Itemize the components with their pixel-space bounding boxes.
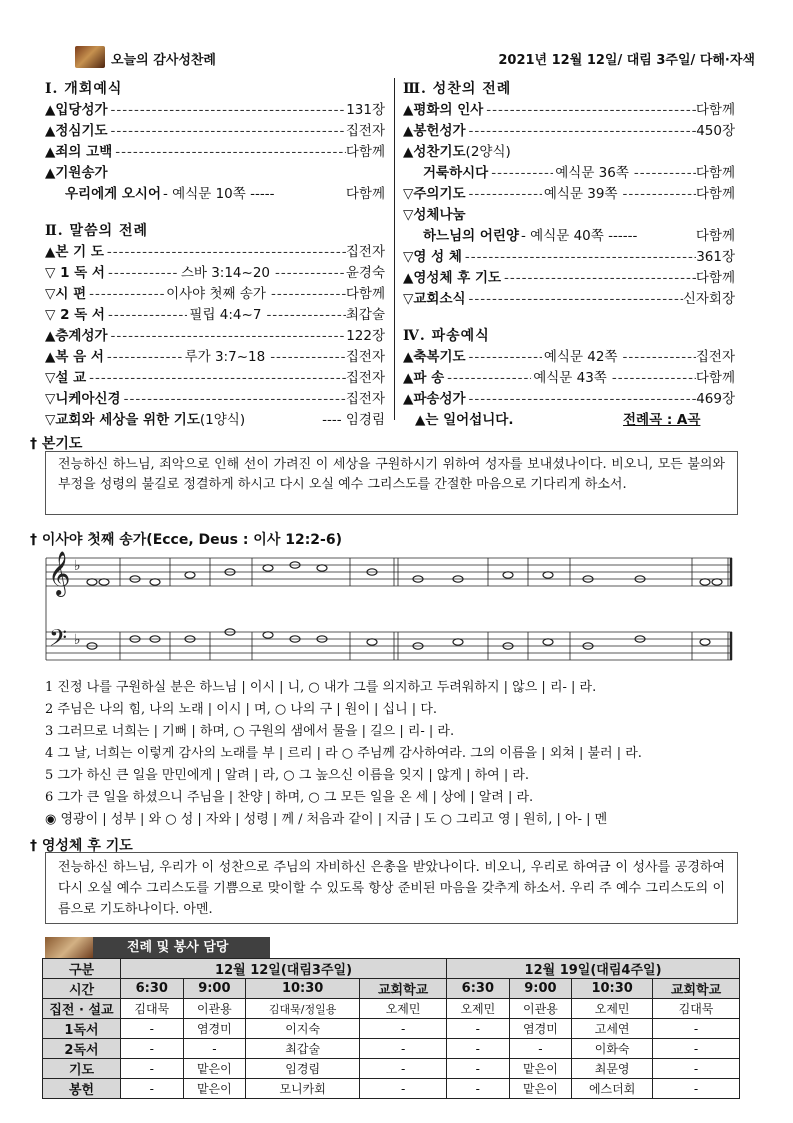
canticle-verse: 6 그가 큰 일을 하셨으니 주님을 | 찬양 | 하며, ○ 그 모든 일을 온 세 | 상에 | 알려 | 라. bbox=[45, 790, 534, 805]
canticle-verse: ◉ 영광이 | 성부 | 와 ○ 성 | 자와 | 성령 | 께 / 처음과 같이 | 지금 | 도 ○ 그리고 영 | 원히, | 아- | 멘 bbox=[45, 812, 608, 827]
column-divider bbox=[394, 78, 395, 420]
order-item bbox=[45, 121, 385, 142]
order-item bbox=[45, 142, 385, 163]
duty-role: 기도 bbox=[43, 1059, 121, 1079]
order-item-value: 다함께 bbox=[695, 186, 735, 202]
order-item bbox=[403, 163, 735, 184]
duty-cell: 오제민 bbox=[360, 999, 447, 1019]
collect-text: 전능하신 하느님, 죄악으로 인해 선이 가려진 이 세상을 구원하시기 위하여 성자를 보내셨나이다. 비오니, 모든 불의와 부정을 성령의 불길로 정결하게 하시고 다시 오실 예수 그리스도를 간절한 마음으로 기다리게 하소서. bbox=[45, 451, 738, 515]
duty-cell: 염경미 bbox=[183, 1019, 246, 1039]
duty-roster-table bbox=[42, 958, 740, 1099]
order-item-value: 다함께 bbox=[695, 270, 735, 286]
canticle-verse: 3 그러므로 너희는 | 기뻐 | 하며, ○ 구원의 샘에서 물을 | 길으 | 리- | 라. bbox=[45, 724, 455, 739]
order-item bbox=[403, 184, 735, 205]
time-header: 10:30 bbox=[572, 979, 653, 999]
order-item-value: 450장 bbox=[696, 123, 735, 139]
order-item-value: 집전자 bbox=[345, 123, 385, 139]
spacer bbox=[245, 410, 322, 431]
liturgical-date: 2021년 12월 12일/ 대림 3주일/ 다해·자색 bbox=[498, 53, 755, 68]
duty-cell: - bbox=[360, 1019, 447, 1039]
duty-cell: 맡은이 bbox=[509, 1079, 572, 1099]
order-item-label: ▲복 음 서 bbox=[45, 349, 104, 365]
order-item-reference: - 예식문 10쪽 ----- bbox=[163, 186, 275, 202]
order-item-value: 다함께 bbox=[345, 144, 385, 160]
duty-cell: 이관용 bbox=[509, 999, 572, 1019]
order-item bbox=[403, 247, 735, 268]
duty-cell: 최문영 bbox=[572, 1059, 653, 1079]
order-item bbox=[45, 263, 385, 284]
canticle-verse: 5 그가 하신 큰 일을 만민에게 | 알려 | 라, ○ 그 높으신 이름을 잊지 | 않게 | 하여 | 라. bbox=[45, 768, 530, 783]
duty-cell: 이관용 bbox=[183, 999, 246, 1019]
section-title: Ⅲ. 성찬의 전례 bbox=[403, 81, 512, 97]
duty-cell: 김대묵 bbox=[121, 999, 184, 1019]
duty-cell: - bbox=[121, 1059, 184, 1079]
dotted-leader bbox=[466, 289, 683, 310]
canticle-verse: 2 주님은 나의 힘, 나의 노래 | 이시 | 며, ○ 나의 구 | 원이 | 십니 | 다. bbox=[45, 702, 438, 717]
order-item-value: 집전자 bbox=[345, 244, 385, 260]
order-item bbox=[45, 184, 385, 205]
duty-cell: - bbox=[653, 1039, 740, 1059]
order-item-reference: 예식문 43쪽 bbox=[533, 370, 607, 386]
duty-cell: 맡은이 bbox=[183, 1079, 246, 1099]
order-item-value: 361장 bbox=[696, 249, 735, 265]
duty-cell: - bbox=[360, 1039, 447, 1059]
time-header: 6:30 bbox=[447, 979, 510, 999]
order-item-label: ▲파 송 bbox=[403, 370, 445, 386]
post-communion-heading: † 영성체 후 기도 bbox=[30, 838, 133, 854]
section-title: Ⅰ. 개회예식 bbox=[45, 81, 123, 97]
order-item-value: 122장 bbox=[346, 328, 385, 344]
duty-cell: 염경미 bbox=[509, 1019, 572, 1039]
dotted-leader bbox=[267, 347, 346, 368]
time-header: 10:30 bbox=[246, 979, 360, 999]
order-item bbox=[45, 347, 385, 368]
duty-roster-tab bbox=[45, 937, 270, 959]
order-item-label: ▲입당성가 bbox=[45, 102, 108, 118]
dotted-leader bbox=[108, 100, 347, 121]
dotted-leader bbox=[112, 142, 346, 163]
order-item-label: ▲본 기 도 bbox=[45, 244, 104, 260]
order-item bbox=[45, 326, 385, 347]
header-category: 구분 bbox=[43, 959, 121, 979]
dotted-leader bbox=[272, 263, 346, 284]
duty-row bbox=[43, 999, 740, 1019]
dotted-leader bbox=[620, 184, 696, 205]
order-item-label: ▲정심기도 bbox=[45, 123, 108, 139]
duty-cell: 맡은이 bbox=[509, 1059, 572, 1079]
order-item bbox=[45, 305, 385, 326]
order-item-value: 집전자 bbox=[695, 349, 735, 365]
order-item-label: 우리에게 오시어 bbox=[65, 186, 161, 202]
duty-role: 1독서 bbox=[43, 1019, 121, 1039]
order-item bbox=[403, 347, 735, 368]
duty-row bbox=[43, 1079, 740, 1099]
order-item bbox=[403, 121, 735, 142]
time-header: 교회학교 bbox=[653, 979, 740, 999]
order-item bbox=[403, 142, 735, 163]
dotted-leader bbox=[462, 247, 696, 268]
dotted-leader bbox=[121, 389, 346, 410]
duty-cell: - bbox=[183, 1039, 246, 1059]
order-item bbox=[45, 163, 385, 184]
order-item-value: 신자회장 bbox=[682, 291, 735, 307]
duty-cell: 오제민 bbox=[572, 999, 653, 1019]
order-item-label: ▲축복기도 bbox=[403, 349, 466, 365]
dotted-leader bbox=[466, 121, 697, 142]
order-item-value: 집전자 bbox=[345, 370, 385, 386]
duty-cell: 김대묵/정일용 bbox=[246, 999, 360, 1019]
duty-row bbox=[43, 1039, 740, 1059]
time-header: 9:00 bbox=[183, 979, 246, 999]
order-item bbox=[403, 226, 735, 247]
duty-role: 2독서 bbox=[43, 1039, 121, 1059]
order-item-label: ▲성찬기도 bbox=[403, 144, 466, 160]
duty-role: 봉헌 bbox=[43, 1079, 121, 1099]
duty-cell: 임경림 bbox=[246, 1059, 360, 1079]
canticle-lyrics bbox=[45, 677, 745, 831]
order-item-label: ▲봉헌성가 bbox=[403, 123, 466, 139]
section-title: Ⅱ. 말씀의 전례 bbox=[45, 223, 149, 239]
duty-cell: - bbox=[447, 1019, 510, 1039]
dotted-leader bbox=[620, 347, 696, 368]
duty-cell: - bbox=[447, 1039, 510, 1059]
order-item-label: ▽교회와 세상을 위한 기도 bbox=[45, 412, 200, 428]
svg-text:♭: ♭ bbox=[74, 558, 81, 574]
bulletin-header bbox=[75, 46, 755, 68]
service-music-note: 전례곡 : A곡 bbox=[623, 412, 701, 428]
order-item-value: 다함께 bbox=[695, 102, 735, 118]
dotted-leader bbox=[108, 121, 346, 142]
canticle-verse: 1 진정 나를 구원하실 분은 하느님 | 이시 | 니, ○ 내가 그를 의지하고 두려워하지 | 않으 | 리- | 라. bbox=[45, 680, 597, 695]
spacer bbox=[276, 184, 345, 205]
order-item-label: ▽영 성 체 bbox=[403, 249, 462, 265]
order-item-reference: 루가 3:7~18 bbox=[184, 349, 266, 365]
order-item-value: 131장 bbox=[346, 102, 385, 118]
dotted-leader bbox=[488, 163, 553, 184]
order-item bbox=[403, 268, 735, 289]
duty-cell: - bbox=[653, 1079, 740, 1099]
order-item-value: 469장 bbox=[696, 391, 735, 407]
order-item-label: ▽성체나눔 bbox=[403, 207, 466, 223]
order-item-value: 집전자 bbox=[345, 391, 385, 407]
duty-row bbox=[43, 1019, 740, 1039]
section-title: Ⅳ. 파송예식 bbox=[403, 328, 490, 344]
svg-text:𝄞: 𝄞 bbox=[48, 551, 71, 595]
order-footnote bbox=[403, 410, 735, 431]
section-gap bbox=[403, 310, 735, 323]
order-item-label: ▲평화의 인사 bbox=[403, 102, 484, 118]
duty-cell: - bbox=[653, 1019, 740, 1039]
dotted-leader bbox=[263, 305, 345, 326]
svg-text:♭: ♭ bbox=[74, 632, 81, 648]
church-image bbox=[45, 937, 93, 959]
dotted-leader bbox=[86, 284, 164, 305]
duty-cell: 이지숙 bbox=[246, 1019, 360, 1039]
duty-role: 집전 · 설교 bbox=[43, 999, 121, 1019]
order-item-label: ▽시 편 bbox=[45, 286, 87, 302]
order-item bbox=[45, 284, 385, 305]
order-item bbox=[45, 389, 385, 410]
time-header: 9:00 bbox=[509, 979, 572, 999]
order-item-value: 다함께 bbox=[345, 186, 385, 202]
dotted-leader bbox=[609, 368, 696, 389]
order-item-label: ▲파송성가 bbox=[403, 391, 466, 407]
dotted-leader bbox=[444, 368, 531, 389]
bulletin-title: 오늘의 감사성찬례 bbox=[111, 53, 216, 68]
order-item-reference: 이사야 첫째 송가 bbox=[166, 286, 266, 302]
duty-cell: - bbox=[509, 1039, 572, 1059]
dotted-leader bbox=[104, 242, 346, 263]
order-item-label: ▲기원송가 bbox=[45, 165, 108, 181]
dotted-leader bbox=[105, 263, 179, 284]
order-item-value: ---- 임경림 bbox=[322, 412, 385, 428]
duty-cell: 최갑술 bbox=[246, 1039, 360, 1059]
header-time: 시간 bbox=[43, 979, 121, 999]
order-item-label: ▽ 1 독 서 bbox=[45, 265, 105, 281]
duty-cell: - bbox=[447, 1079, 510, 1099]
order-item-value: 윤경숙 bbox=[345, 265, 385, 281]
dotted-leader bbox=[108, 326, 347, 347]
duty-cell: 에스더회 bbox=[572, 1079, 653, 1099]
music-score bbox=[40, 548, 734, 666]
duty-cell: - bbox=[121, 1039, 184, 1059]
duty-row bbox=[43, 1059, 740, 1079]
order-item bbox=[403, 100, 735, 121]
order-item-reference: 스바 3:14~20 bbox=[180, 265, 271, 281]
post-communion-text: 전능하신 하느님, 우리가 이 성찬으로 주님의 자비하신 은총을 받았나이다. 비오니, 우리로 하여금 이 성사를 공경하여 다시 오실 예수 그리스도를 기쁨으로 맞이할 수 있도록 항상 준비된 마음을 갖추게 하소서. 우리 주 예수 그리스도의 이름으로 기도하나이다. 아멘. bbox=[45, 852, 738, 924]
header-week1: 12월 12일(대림3주일) bbox=[121, 959, 447, 979]
order-item bbox=[45, 410, 385, 431]
order-item-label: ▲죄의 고백 bbox=[45, 144, 113, 160]
duty-cell: 오제민 bbox=[447, 999, 510, 1019]
order-item-label: ▽주의기도 bbox=[403, 186, 466, 202]
order-item-note: (2양식) bbox=[465, 144, 511, 160]
order-item bbox=[45, 368, 385, 389]
order-of-worship bbox=[45, 76, 736, 428]
order-item-label: ▽ 2 독 서 bbox=[45, 307, 105, 323]
order-item-value: 다함께 bbox=[695, 165, 736, 181]
order-item-reference: 예식문 42쪽 bbox=[543, 349, 618, 365]
order-item bbox=[403, 289, 735, 310]
time-header: 6:30 bbox=[121, 979, 184, 999]
spacer bbox=[639, 226, 696, 247]
order-item-reference: 필립 4:4~7 bbox=[189, 307, 262, 323]
order-item-label: ▽니케아신경 bbox=[45, 391, 121, 407]
dotted-leader bbox=[483, 100, 696, 121]
order-item-label: 거룩하시다 bbox=[423, 165, 489, 181]
duty-cell: - bbox=[360, 1079, 447, 1099]
order-item-value: 최갑술 bbox=[345, 307, 386, 323]
order-item bbox=[403, 368, 735, 389]
duty-cell: 맡은이 bbox=[183, 1059, 246, 1079]
duty-cell: 고세연 bbox=[572, 1019, 653, 1039]
header-week2: 12월 19일(대림4주일) bbox=[447, 959, 740, 979]
order-item bbox=[403, 205, 735, 226]
canticle-verse: 4 그 날, 너희는 이렇게 감사의 노래를 부 | 르리 | 라 ○ 주님께 감사하여라. 그의 이름을 | 외쳐 | 불러 | 라. bbox=[45, 746, 642, 761]
order-item-value: 집전자 bbox=[345, 349, 385, 365]
order-column-left bbox=[45, 76, 385, 431]
order-item-label: ▲층계성가 bbox=[45, 328, 108, 344]
order-item-label: ▽설 교 bbox=[45, 370, 87, 386]
svg-text:𝄢: 𝄢 bbox=[49, 624, 68, 657]
duty-cell: 모니카회 bbox=[246, 1079, 360, 1099]
dotted-leader bbox=[466, 184, 542, 205]
dotted-leader bbox=[501, 268, 696, 289]
time-header: 교회학교 bbox=[360, 979, 447, 999]
duty-roster-title: 전례 및 봉사 담당 bbox=[127, 940, 229, 955]
order-item-note: (1양식) bbox=[199, 412, 246, 428]
church-altar-image bbox=[75, 46, 105, 68]
order-item-reference: - 예식문 40쪽 ------ bbox=[521, 228, 638, 244]
duty-cell: - bbox=[653, 1059, 740, 1079]
dotted-leader bbox=[86, 368, 346, 389]
order-item-value: 다함께 bbox=[695, 228, 735, 244]
canticle-heading: † 이사야 첫째 송가(Ecce, Deus : 이사 12:2-6) bbox=[30, 532, 342, 548]
dotted-leader bbox=[631, 163, 696, 184]
order-item-reference: 예식문 36쪽 bbox=[555, 165, 629, 181]
duty-cell: - bbox=[447, 1059, 510, 1079]
order-item-value: 다함께 bbox=[345, 286, 386, 302]
order-item-label: ▲영성체 후 기도 bbox=[403, 270, 502, 286]
section-gap bbox=[45, 205, 385, 218]
dotted-leader bbox=[105, 305, 187, 326]
order-item bbox=[45, 100, 385, 121]
dotted-leader bbox=[268, 284, 346, 305]
duty-cell: - bbox=[360, 1059, 447, 1079]
order-item-value: 다함께 bbox=[695, 370, 735, 386]
dotted-leader bbox=[466, 389, 697, 410]
order-item-reference: 예식문 39쪽 bbox=[543, 186, 618, 202]
stand-note: ▲는 일어섭니다. bbox=[415, 412, 514, 428]
order-item bbox=[45, 242, 385, 263]
collect-heading: † 본기도 bbox=[30, 436, 83, 452]
duty-cell: - bbox=[121, 1079, 184, 1099]
dotted-leader bbox=[104, 347, 183, 368]
duty-cell: - bbox=[121, 1019, 184, 1039]
order-item-label: ▽교회소식 bbox=[403, 291, 466, 307]
order-column-right bbox=[403, 76, 735, 431]
order-item bbox=[403, 389, 735, 410]
duty-cell: 김대묵 bbox=[653, 999, 740, 1019]
dotted-leader bbox=[466, 347, 542, 368]
duty-cell: 이화숙 bbox=[572, 1039, 653, 1059]
order-item-label: 하느님의 어린양 bbox=[423, 228, 519, 244]
